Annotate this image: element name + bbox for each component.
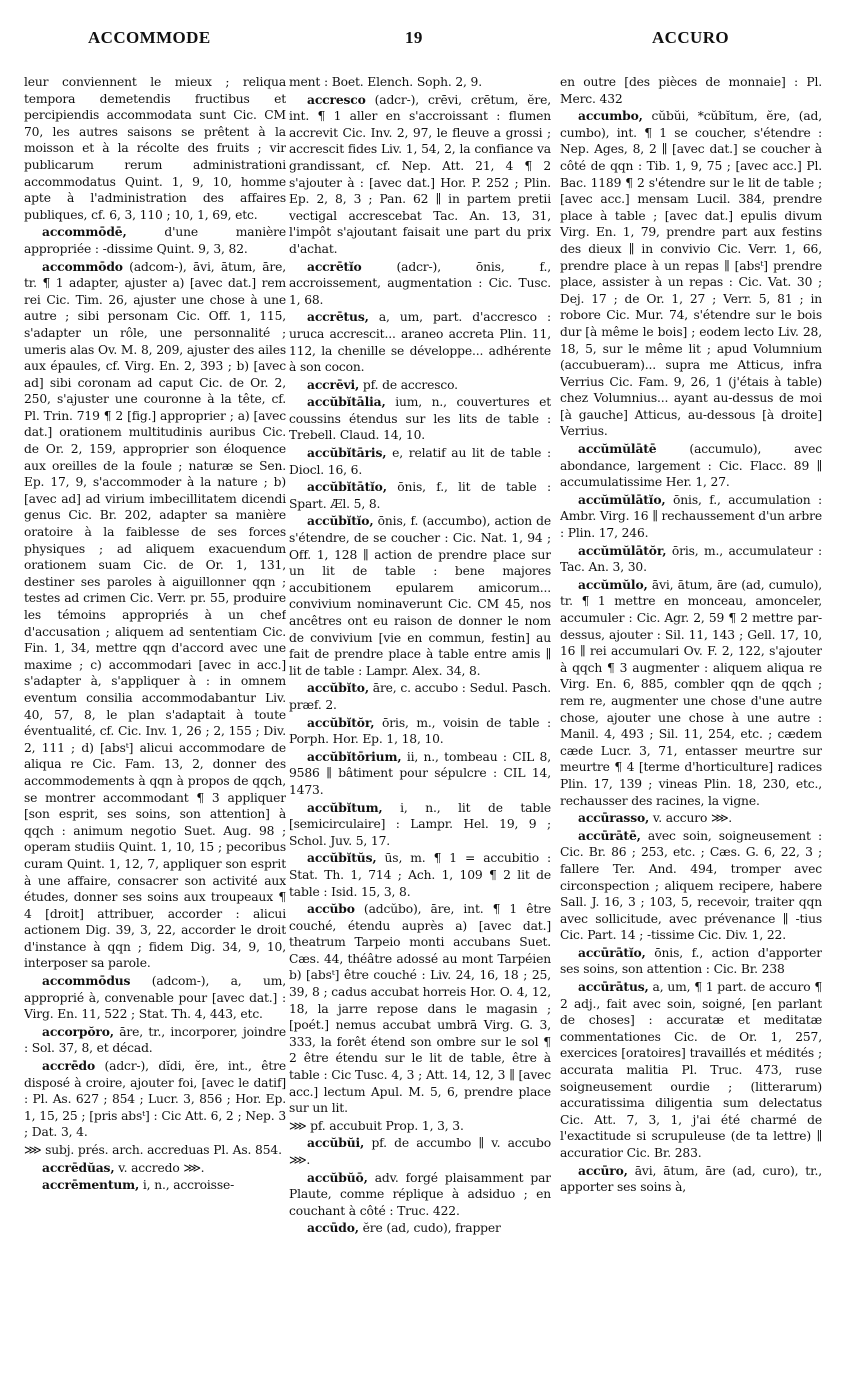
entry-text: pf. de accresco. [359, 377, 458, 392]
entry-text: āvi, ātum, āre (ad, cumulo), tr. ¶ 1 mettre en monceau, amonceler, accumuler : Cic. Agr. 2, 59 ¶ 2 mettre par-dessus, ajouter : Sil. 11, 143 ; Gell. 17, 10, 16 ∥ rei accumulari Ov. F. 2, 122, s'ajouter à qqch ¶ 3 augmenter : aliquem aliqua re Virg. En. 6, 885, combler qqn de qqch ; rem re, augmenter une chose d'une autre chose, ajouter une chose à une autre : Manil. 4, 493 ; Sil. 11, 254, etc. ; cædem cæde Lucr. 3, 71, entasser meurtre sur meurtre ¶ 4 [terme d'horticulture] radices Plin. 17, 139 ; vineas Plin. 18, 230, etc., rechausser des racines, la vigne. [560, 577, 822, 808]
entry-headword: accŭbĭtĭo, [307, 513, 374, 529]
dictionary-entry [289, 1170, 551, 1220]
entry-headword: accŭbĭtŏr, [307, 714, 375, 730]
entry-text: (accumulo), avec abondance, largement : Cic. Flacc. 89 ∥ accumulatissime Her. 1, 27. [560, 442, 822, 490]
entry-headword: accŭmŭlo, [578, 576, 648, 592]
dictionary-entry [24, 224, 286, 257]
entry-text: (adcr-), crēvi, crētum, ĕre, int. ¶ 1 aller en s'accroissant : flumen accrevit Cic. Inv. 2, 97, le fleuve a grossi ; accrescit fides Liv. 1, 54, 2, la confiance va grandissant, cf. Nep. Att. 21, 4 ¶ 2 s'ajouter à : [avec dat.] Hor. P. 252 ; Plin. Ep. 2, 8, 3 ; Pan. 62 ∥ in partem pretii vectigal accrescebat Tac. An. 13, 31, l'impôt s'ajoutant faisait une part du prix d'achat. [289, 92, 551, 256]
dictionary-entry [24, 1024, 286, 1057]
entry-headword: accŭbĭto, [307, 680, 369, 696]
page-number: 19 [405, 28, 423, 47]
dictionary-entry [560, 108, 822, 440]
entry-text: ōris, m., voisin de table : Porph. Hor. Ep. 1, 18, 10. [289, 715, 551, 747]
entry-text: āre, c. accubo : Sedul. Pasch. præf. 2. [289, 681, 551, 712]
dictionary-entry [560, 828, 822, 944]
running-head-left: ACCOMMODE [88, 28, 211, 47]
page-header [0, 28, 854, 58]
dictionary-entry [289, 901, 551, 1117]
entry-text: en outre [des pièces de monnaie] : Pl. Merc. 432 [560, 75, 822, 106]
entry-text: (adcr-), ōnis, f., accroissement, augmentation : Cic. Tusc. 1, 68. [289, 259, 551, 307]
entry-headword: accŭmŭlātē [578, 441, 657, 457]
dictionary-entry [560, 492, 822, 542]
entry-text: ōnis, f. (accumbo), action de s'étendre, de se coucher : Cic. Nat. 1, 94 ; Off. 1, 128 ∥ action de prendre place sur un lit de table : bene majores accubitionem epularem amicorum... convivium nominaverunt Cic. CM 45, nos ancêtres ont eu raison de donner le nom de convivium [vie en commun, festin] au fait de prendre place à table entre amis ∥ lit de table : Lampr. Alex. 34, 8. [289, 514, 551, 678]
entry-text: ūs, m. ¶ 1 = accubitio : Stat. Th. 1, 714 ; Ach. 1, 109 ¶ 2 lit de table : Isid. 15, 3, 8. [289, 851, 551, 899]
entry-headword: accrēdŭas, [42, 1159, 115, 1175]
dictionary-column-1 [24, 74, 286, 1374]
entry-headword: accŭmŭlātŏr, [578, 542, 667, 558]
entry-text: cŭbŭi, *cŭbĭtum, ĕre, (ad, cumbo), int. ¶ 1 se coucher, s'étendre : Nep. Ages, 8, 2 ∥ [avec dat.] se coucher à côté de qqn : Tib. 1, 9, 75 ; [avec acc.] Pl. Bac. 1189 ¶ 2 s'étendre sur le lit de table ; [avec acc.] mensam Lucil. 384, prendre place à table ; [avec dat.] epulis divum Virg. En. 1, 79, prendre part aux festins des dieux ∥ in convivio Cic. Verr. 1, 66, prendre place à un repas ∥ [absᵗ] prendre place, assister à un repas : Cic. Vat. 30 ; Dej. 17 ; de Or. 1, 27 ; Verr. 5, 81 ; in robore Cic. Mur. 74, s'étendre sur le bois dur [à même le bois] ; eodem lecto Liv. 28, 18, 5, sur le même lit ; apud Volumnium (accubueram)... supra me Atticus, infra Verrius Cic. Fam. 9, 26, 1 (j'étais à table) chez Volumnius... ayant au-dessus de moi [à gauche] Atticus, au-dessous [à droite] Verrius. [560, 109, 822, 439]
entry-text: i, n., lit de table [semicirculaire] : Lampr. Hel. 19, 9 ; Schol. Juv. 5, 17. [289, 800, 551, 848]
entry-headword: accommōdē, [42, 224, 127, 240]
dictionary-entry [560, 74, 822, 107]
entry-headword: accŭbĭtālia, [307, 394, 386, 410]
dictionary-entry [289, 74, 551, 91]
entry-text: ment : Boet. Elench. Soph. 2, 9. [289, 75, 482, 89]
dictionary-entry [560, 810, 822, 827]
dictionary-entry [289, 680, 551, 713]
entry-headword: accommōdus [42, 973, 131, 989]
entry-headword: accrēvi, [307, 376, 360, 392]
dictionary-entry [560, 441, 822, 491]
dictionary-entry [289, 92, 551, 258]
entry-headword: accūrātus, [578, 979, 649, 995]
entry-text: leur conviennent le mieux ; reliqua tempora demetendis fructibus et percipiendis accommodata sunt Cic. CM 70, les autres saisons se prêtent à la moisson et à la récolte des fruits ; vir publicarum rerum administrationi accommodatus Quint. 1, 9, 10, homme apte à l'administration des affaires publiques, cf. 6, 3, 110 ; 10, 1, 69, etc. [24, 75, 286, 222]
entry-text: (adcom-), a, um, approprié à, convenable pour [avec dat.] : Virg. En. 11, 522 ; Stat. Th. 4, 443, etc. [24, 974, 286, 1022]
dictionary-entry [289, 309, 551, 375]
entry-text: āvi, ātum, āre (ad, curo), tr., apporter ses soins à, [560, 1163, 822, 1195]
entry-text: ⋙ subj. prés. arch. accreduas Pl. As. 854. [24, 1143, 282, 1157]
entry-headword: accūro, [578, 1162, 628, 1178]
entry-headword: accrēdo [42, 1058, 95, 1074]
dictionary-entry [289, 749, 551, 799]
entry-text: a, um, ¶ 1 part. de accuro ¶ 2 adj., fait avec soin, soigné, [en parlant de choses] : accuratæ et meditatæ commentationes Cic. de Or. 1, 257, exercices [oratoires] travaillés et médités ; accurata malitia Pl. Truc. 473, ruse soigneusement ourdie ; (litterarum) accuratissima diligentia sum delectatus Cic. Att. 7, 3, 1, j'ai été charmé de l'exactitude si scrupuleuse (de ta lettre) ∥ accuratior Cic. Br. 283. [560, 980, 822, 1160]
entry-headword: accŭbĭtātĭo, [307, 479, 387, 495]
entry-headword: accorpŏro, [42, 1023, 114, 1039]
dictionary-entry [289, 394, 551, 444]
dictionary-column-2 [289, 74, 551, 1374]
dictionary-entry [289, 445, 551, 478]
dictionary-entry [560, 979, 822, 1162]
entry-text: ōris, m., accumulateur : Tac. An. 3, 30. [560, 543, 822, 575]
entry-text: ōnis, f., accumulation : Ambr. Virg. 16 ∥ rechaussement d'un arbre : Plin. 17, 246. [560, 492, 822, 541]
dictionary-entry [289, 715, 551, 748]
entry-headword: accrētus, [307, 309, 369, 325]
entry-text: a, um, part. d'accresco : uruca accrescit... araneo accreta Plin. 11, 112, la chenille se développe... adhérente à son cocon. [289, 310, 551, 375]
dictionary-entry [24, 1177, 286, 1194]
entry-text: i, n., accroisse- [139, 1178, 235, 1193]
entry-text: (adcom-), āvi, ātum, āre, tr. ¶ 1 adapter, ajuster a) [avec dat.] rem rei Cic. Tim. 26, ajuster une chose à une autre ; sibi personam Cic. Off. 1, 115, s'adapter un rôle, une personnalité ; umeris alas Ov. M. 8, 209, ajuster des ailes aux épaules, cf. Virg. En. 2, 393 ; b) [avec ad] sibi coronam ad caput Cic. de Or. 2, 250, s'ajuster une couronne à la tête, cf. Pl. Trin. 719 ¶ 2 [fig.] approprier ; a) [avec dat.] orationem multitudinis auribus Cic. de Or. 2, 159, approprier son éloquence aux oreilles de la foule ; naturæ se Sen. Ep. 17, 9, s'accommoder à la nature ; b) [avec ad] ad virium imbecillitatem dicendi genus Cic. Br. 202, adapter sa manière oratoire à la faiblesse de ses forces physiques ; ad aliquem exacuendum orationem suam Cic. de Or. 1, 131, destiner ses paroles à aiguillonner qqn ; testes ad crimen Cic. Verr. pr. 55, produire les témoins appropriés à un chef d'accusation ; aliquem ad sententiam Cic. Fin. 1, 34, mettre qqn d'accord avec une maxime ; c) accommodari [avec in acc.] s'adapter à, s'appliquer à : in omnem eventum consilia accommodabantur Liv. 40, 57, 8, le plan s'adaptait à toute éventualité, cf. Cic. Inv. 1, 26 ; 2, 155 ; Div. 2, 111 ; d) [absᵗ] alicui accommodare de aliqua re Cic. Fam. 13, 2, donner des accommodements à qqn à propos de qqch, se montrer accommodant ¶ 3 appliquer [son esprit, ses soins, son attention] à qqch : animum negotio Suet. Aug. 98 ; operam studiis Quint. 1, 10, 15 ; pecoribus curam Quint. 1, 12, 7, appliquer son esprit à une affaire, consacrer son activité aux études, donner ses soins aux troupeaux ¶ 4 [droit] attribuer, accorder : alicui actionem Dig. 39, 3, 22, accorder le droit d'instance à qqn ; fidem Dig. 34, 9, 10, interposer sa parole. [24, 259, 286, 971]
running-head-right: ACCURO [652, 28, 730, 47]
entry-text: pf. de accumbo ∥ v. accubo ⋙. [289, 1136, 551, 1167]
dictionary-entry [289, 800, 551, 850]
dictionary-entry [560, 945, 822, 978]
dictionary-entry [24, 1142, 286, 1159]
dictionary-entry [560, 1163, 822, 1196]
entry-headword: accŭbĭtāris, [307, 445, 387, 461]
entry-headword: accrēmentum, [42, 1177, 140, 1193]
entry-headword: accŭbo [307, 901, 355, 917]
dictionary-entry [289, 259, 551, 309]
entry-headword: accūrātē, [578, 827, 641, 843]
entry-headword: accūrātĭo, [578, 944, 646, 960]
dictionary-entry [289, 1220, 551, 1237]
dictionary-entry [560, 543, 822, 576]
entry-text: v. accredo ⋙. [114, 1160, 205, 1175]
dictionary-entry [560, 577, 822, 809]
dictionary-entry [289, 513, 551, 679]
entry-headword: accumbo, [578, 108, 643, 124]
entry-headword: accŭbŭō, [307, 1169, 368, 1185]
entry-headword: accommōdo [42, 258, 123, 274]
entry-text: ii, n., tombeau : CIL 8, 9586 ∥ bâtiment pour sépulcre : CIL 14, 1473. [289, 749, 551, 797]
entry-text: ōnis, f., action d'apporter ses soins, son attention : Cic. Br. 238 [560, 945, 822, 977]
entry-text: āre, tr., incorporer, joindre : Sol. 37, 8, et décad. [24, 1024, 286, 1056]
entry-headword: accresco [307, 91, 366, 107]
dictionary-entry [289, 1118, 551, 1135]
entry-text: avec soin, soigneusement : Cic. Br. 86 ; 253, etc. ; Cæs. G. 6, 22, 3 ; fallere Ter. And. 494, tromper avec circonspection ; aliquem recipere, habere Sall. J. 16, 3 ; 103, 5, recevoir, traiter qqn avec sollicitude, avec prévenance ∥ -tius Cic. Part. 14 ; -tissime Cic. Div. 1, 22. [560, 828, 822, 943]
entry-headword: accūrasso, [578, 810, 650, 826]
dictionary-entry [24, 74, 286, 223]
entry-headword: accŭmŭlātĭo, [578, 491, 666, 507]
entry-text: e, relatif au lit de table : Diocl. 16, 6. [289, 446, 551, 477]
entry-text: ōnis, f., lit de table : Spart. Æl. 5, 8. [289, 480, 551, 511]
dictionary-entry [24, 259, 286, 973]
entry-headword: accūdo, [307, 1220, 359, 1236]
entry-headword: accŭbĭtōrium, [307, 748, 402, 764]
entry-headword: accŭbŭi, [307, 1135, 365, 1151]
entry-text: ⋙ pf. accubuit Prop. 1, 3, 3. [289, 1118, 464, 1133]
entry-text: v. accuro ⋙. [649, 811, 733, 826]
dictionary-column-3 [560, 74, 822, 1374]
dictionary-entry [24, 1160, 286, 1177]
dictionary-entry [289, 1135, 551, 1168]
entry-headword: accŭbĭtŭs, [307, 850, 377, 866]
entry-text: ium, n., couvertures et coussins étendus sur les lits de table : Trebell. Claud. 14, 10. [289, 395, 551, 443]
entry-text: ĕre (ad, cudo), frapper [358, 1221, 501, 1236]
dictionary-entry [24, 1058, 286, 1141]
dictionary-entry [24, 973, 286, 1023]
entry-text: adv. forgé plaisamment par Plaute, comme réplique à adsiduo ; en couchant à côté : Truc. 422. [289, 1170, 551, 1218]
dictionary-entry [289, 479, 551, 512]
entry-text: (adcr-), dĭdi, ĕre, int., être disposé à croire, ajouter foi, [avec le datif] : Pl. As. 627 ; 854 ; Lucr. 3, 856 ; Hor. Ep. 1, 15, 25 ; [pris absᵗ] : Cic Att. 6, 2 ; Nep. 3 ; Dat. 3, 4. [24, 1059, 286, 1140]
entry-headword: accrētĭo [307, 258, 362, 274]
entry-text: d'une manière appropriée : -dissime Quint. 9, 3, 82. [24, 225, 286, 256]
entry-text: (adcŭbo), āre, int. ¶ 1 être couché, étendu auprès a) [avec dat.] theatrum Tarpeio monti accubans Suet. Cæs. 44, théâtre adossé au mont Tarpéien b) [absᵗ] être couché : Liv. 24, 16, 18 ; 25, 39, 8 ; cadus accubat horreis Hor. O. 4, 12, 18, la jarre repose dans le magasin ; [poét.] nemus accubat umbrā Virg. G. 3, 333, la forêt étend son ombre sur le sol ¶ 2 être étendu sur le lit de table, être à table : Cic Tusc. 4, 3 ; Att. 14, 12, 3 ∥ [avec acc.] lectum Apul. M. 5, 6, prendre place sur un lit. [289, 902, 551, 1116]
dictionary-entry [289, 377, 551, 394]
entry-headword: accŭbĭtum, [307, 799, 383, 815]
dictionary-entry [289, 850, 551, 900]
